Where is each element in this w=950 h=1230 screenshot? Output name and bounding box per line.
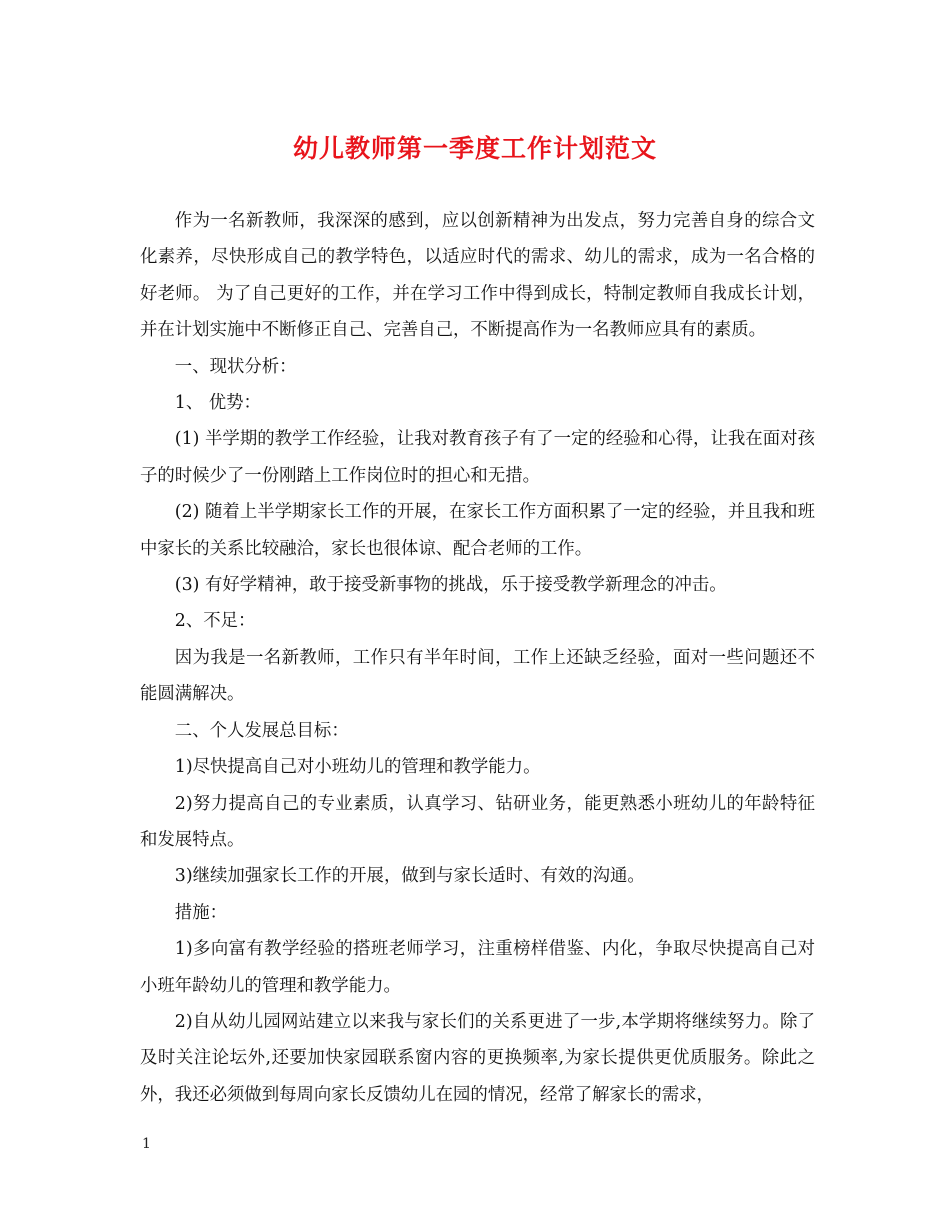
paragraph-strength-3: (3) 有好学精神，敢于接受新事物的挑战，乐于接受教学新理念的冲击。 (174, 575, 727, 596)
heading-weaknesses: 2、不足： (174, 611, 256, 632)
document-title: 幼儿教师第一季度工作计划范文 (292, 134, 657, 163)
paragraph-strength-1: (1) 半学期的教学工作经验，让我对教育孩子有了一定的经验和心得，让我在面对孩子的时候少了一份刚踏上工作岗位时的担心和无措。 (140, 429, 815, 486)
heading-measures: 措施： (174, 902, 227, 923)
paragraph-goal-3: 3)继续加强家长工作的开展，做到与家长适时、有效的沟通。 (174, 866, 645, 887)
paragraph-intro: 作为一名新教师，我深深的感到，应以创新精神为出发点，努力完善自身的综合文化素养，尽快形成自己的教学特色，以适应时代的需求、幼儿的需求，成为一名合格的好老师。 为了自己更好的工作，并在学习工作中得到成长，特制定教师自我成长计划，并在计划实施中不断修正自己、完善自己，不断提高作为一名教师应具有的素质。 (140, 211, 815, 341)
paragraph-weakness: 因为我是一名新教师，工作只有半年时间，工作上还缺乏经验，面对一些问题还不能圆满解决。 (140, 647, 815, 705)
document-body (140, 203, 815, 1113)
paragraph-goal-1: 1)尽快提高自己对小班幼儿的管理和教学能力。 (174, 757, 541, 778)
paragraph-measure-2: 2)自从幼儿园网站建立以来我与家长们的关系更进了一步,本学期将继续努力。除了及时关注论坛外,还要加快家园联系窗内容的更换频率,为家长提供更优质服务。除此之外，我还必须做到每周向家长反馈幼儿在园的情况，经常了解家长的需求， (140, 1011, 815, 1105)
paragraph-measure-1: 1)多向富有教学经验的搭班老师学习，注重榜样借鉴、内化，争取尽快提高自己对小班年龄幼儿的管理和教学能力。 (140, 939, 815, 996)
page-number: 1 (142, 1136, 151, 1152)
paragraph-strength-2: (2) 随着上半学期家长工作的开展，在家长工作方面积累了一定的经验，并且我和班中家长的关系比较融洽，家长也很体谅、配合老师的工作。 (140, 502, 815, 559)
paragraph-goal-2: 2)努力提高自己的专业素质，认真学习、钻研业务，能更熟悉小班幼儿的年龄特征和发展特点。 (140, 793, 815, 850)
heading-status-analysis: 一、现状分析： (174, 356, 297, 377)
heading-strengths: 1、 优势： (174, 393, 261, 414)
heading-goals: 二、个人发展总目标： (174, 720, 349, 741)
